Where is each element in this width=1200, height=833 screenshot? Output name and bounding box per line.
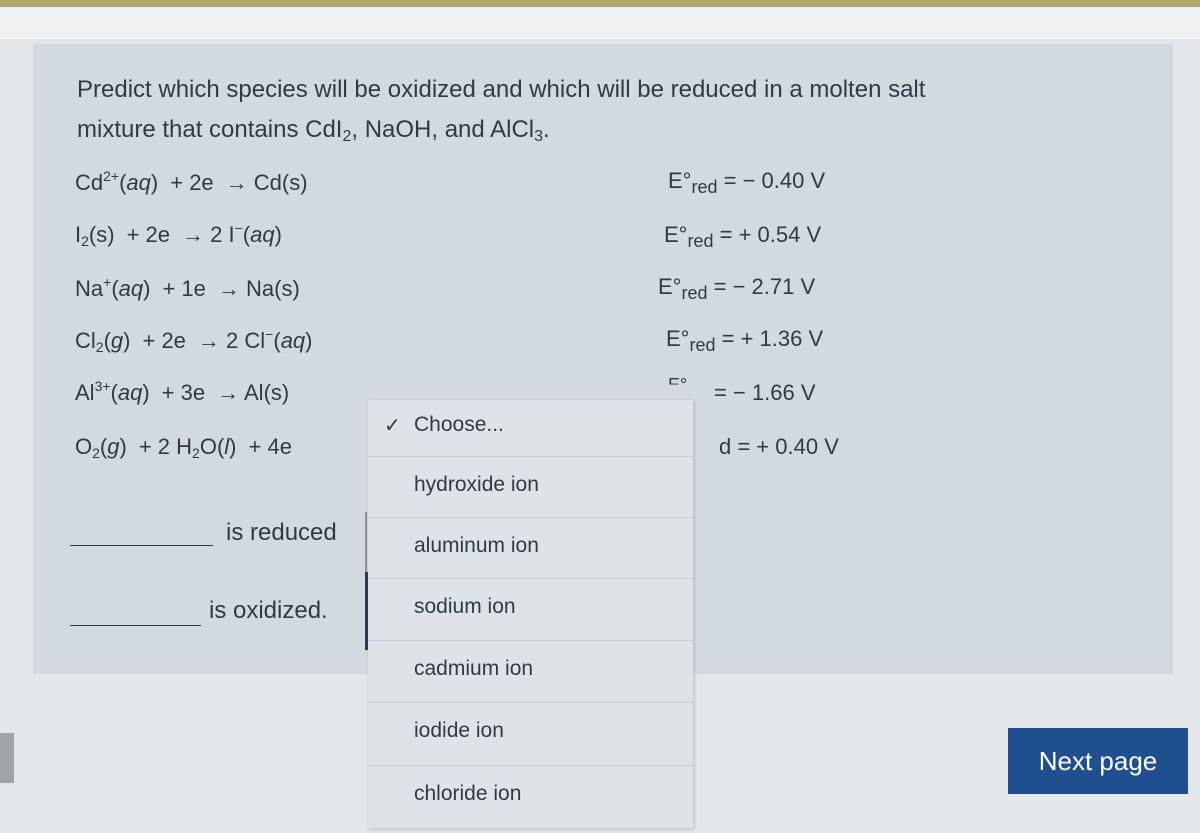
equation-aluminum: $Al^{3+}(aq) + 3e \to Al(s)$ — [75, 378, 290, 405]
dropdown-option-label: Choose... — [414, 413, 504, 436]
header-band — [0, 7, 1200, 39]
potential-sodium: $E^\circ_{red}$ = − 2.71 V — [658, 274, 816, 303]
question-line-1: Predict which species will be oxidized and which will be reduced in a molten salt — [77, 76, 926, 103]
potential-aluminum: = − 1.66 V — [714, 380, 816, 405]
oxidized-answer-blank — [70, 625, 201, 626]
question-line-2: mixture that contains CdI$_2$, NaOH, and AlCl$_3$. — [77, 116, 550, 145]
equation-sodium: Na+(aq) + 1e → Na(s) — [75, 274, 300, 301]
potential-cadmium: $E^\circ_{red}$ = − 0.40 V — [668, 168, 826, 197]
dropdown-option-chloride[interactable] — [368, 765, 693, 826]
dropdown-option-label: chloride ion — [414, 782, 522, 805]
equation-iodine: $I_2(s) + 2e \to 2$ I−(aq) — [75, 220, 282, 249]
dropdown-option-label: aluminum ion — [414, 534, 539, 557]
reduced-label: is reduced — [226, 519, 337, 546]
equation-cadmium: $Cd^{2+}(aq) + 2e \to Cd(s)$ — [75, 168, 308, 195]
top-strip — [0, 0, 1200, 7]
next-page-button[interactable]: Next page — [1008, 728, 1188, 794]
reduced-select-edge[interactable] — [365, 512, 367, 572]
dropdown-option-label: iodide ion — [414, 719, 504, 742]
oxidized-label: is oxidized. — [209, 597, 328, 624]
question-text — [77, 70, 1127, 150]
reduced-answer-blank — [70, 545, 213, 546]
dropdown-option-choose[interactable] — [368, 400, 693, 460]
equation-oxygen: $O_2(g) + 2$ $H_2O(l) + 4e$ — [75, 434, 292, 461]
dropdown-option-hydroxide[interactable] — [368, 456, 693, 517]
potential-chlorine: $E^\circ_{red}$ = + 1.36 V — [666, 326, 824, 355]
dropdown-option-label: hydroxide ion — [414, 473, 539, 496]
left-edge-block — [0, 733, 14, 783]
dropdown-option-label: cadmium ion — [414, 657, 534, 680]
dropdown-option-aluminum[interactable] — [368, 517, 693, 578]
potential-iodine: $E^\circ_{red}$ = + 0.54 V — [664, 222, 822, 251]
potential-oxygen: d = + 0.40 V — [719, 434, 839, 459]
checkmark-icon: ✓ — [384, 415, 401, 437]
dropdown-option-sodium[interactable] — [368, 578, 693, 639]
equation-chlorine: $Cl_2(g) + 2e \to 2$ Cl−(aq) — [75, 326, 313, 355]
dropdown-option-label: sodium ion — [414, 595, 516, 618]
dropdown-option-cadmium[interactable] — [368, 640, 693, 701]
species-dropdown-menu[interactable] — [368, 400, 693, 828]
dropdown-option-iodide[interactable] — [368, 702, 693, 763]
